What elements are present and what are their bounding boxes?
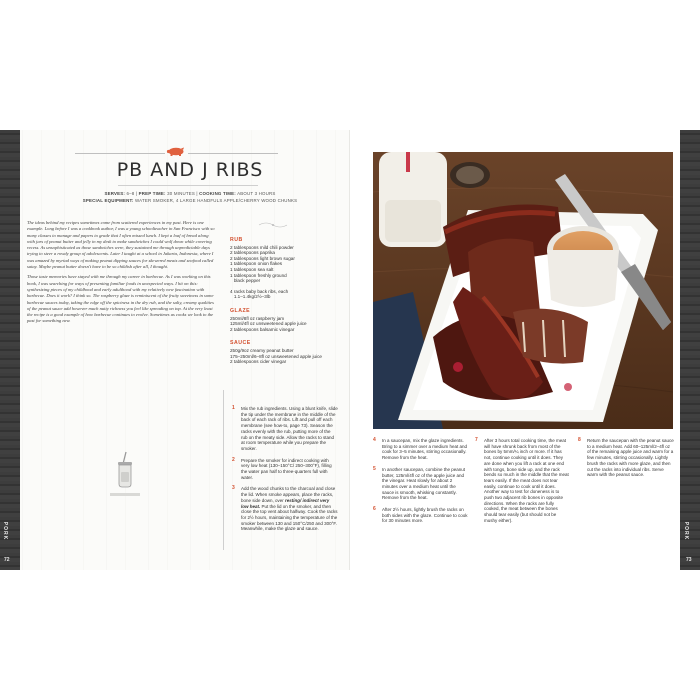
ingredient-item: 2 tablespoons mild chili powder [230,244,294,250]
ingredient-heading: GLAZE [230,307,251,314]
step-number: 7 [475,437,478,443]
ingredient-item: 125ml/4fl oz unsweetened apple juice [230,321,307,327]
ingredient-item: 175–250ml/6–8fl oz unsweetened apple juice [230,353,322,359]
method-step [475,438,570,524]
equipment-value: WATER SMOKER, 4 LARGE HANDFULS APPLE/CHERRY WOOD CHUNKS [134,197,298,203]
step-text: Mix the rub ingredients. Using a blunt knife, slide the tip under the membrane in the middle of the back of each rack of ribs. Lift and pull off each membrane (see how-to, page 73). Season the racks evenly with the rub, putting more of the rub on the meaty side. Allow the racks to stand at room temperature while you prepare the smoker. [241,406,338,451]
method-step [373,467,468,501]
ingredient-heading: SAUCE [230,340,251,347]
method-steps-col1 [373,438,468,530]
ingredient-item: 1 tablespoon sea salt [230,266,274,272]
step-text: Prepare the smoker for indirect cooking with very low heat (130–150°C/ 250–300°F), filling the water pan half to three-quarters full with water. [241,457,332,480]
method-step [373,438,468,461]
ribs-photo-illustration [373,152,673,429]
step-number: 5 [373,465,376,472]
left-edge-tab [0,130,20,570]
method-step [232,406,338,452]
title-rule-left [75,153,165,154]
cookbook-spread [0,130,700,570]
title-rule-right [188,153,278,154]
cooking-value: ABOUT 3 HOURS [237,191,276,196]
prep-value: 30 MINUTES [167,191,195,196]
right-page [350,130,700,570]
column-divider [223,390,224,550]
ingredient-item: 2 tablespoons balsamic vinegar [230,326,295,332]
step-text: Return the saucepan with the peanut sauce to a medium heat. Add 60–125ml/2–4fl oz of the remaining apple juice and warm for a few minutes, stirring occasionally. Lightly brush the racks with more glaze, and then cut the racks into individual ribs. Serve warm with the peanut sauce. [587,438,674,478]
step-text: Add the wood chunks to the charcoal and close the lid. When smoke appears, place the racks, bone side down, over [241,486,336,503]
left-page [0,130,350,570]
ingredient-heading: RUB [230,237,243,243]
step-text: After 2½ hours, lightly brush the racks on both sides with the glaze. Continue to cook for 30 minutes more. [382,507,468,524]
method-step [232,458,338,481]
step-number: 4 [373,437,376,443]
right-edge-tab [680,130,700,570]
ingredient-item: 2 tablespoons light brown sugar [230,255,295,261]
ingredient-item: 2 tablespoons paprika [230,250,275,256]
step-number: 1 [232,405,235,411]
recipe-title: PB AND J RIBS [116,159,264,181]
flourish-icon [258,221,288,229]
ingredients-list [230,238,340,365]
step-emphasis: resting/ indirect very low heat. [241,497,330,509]
method-step [373,507,468,524]
ingredient-item: 250ml/8fl oz raspberry jam [230,315,285,321]
recipe-meta: SERVES: 6–8 | PREP TIME: 30 MINUTES | COOKING TIME: ABOUT 3 HOURS SPECIAL EQUIPMENT: WATER SMOKER, 4 LARGE HANDFULS APPLE/CHERRY WOOD CHUNKS [82,191,298,203]
ribs-photo [373,152,673,429]
step-number: 2 [232,456,235,463]
left-tab-label: PORK [2,521,9,541]
serves-label: SERVES: [104,191,126,196]
ingredient-item: 1 tablespoon onion flakes [230,261,283,267]
step-text: After 3 hours total cooking time, the meat will have shrunk back from most of the bones by 5mm/¼ inch or more. If it has not, continue cooking until it does. They are done when you lift a rack at one end with tongs, bone side up, and the rack bends so much in the middle that the meat tears easily. If the meat does not tear easily, continue to cook until it does. Another way to test for doneness is to push two adjacent rib bones in opposite directions. When the racks are fully cooked, the meat between the bones should tear easily (but should not be mushy either). [484,438,569,523]
method-steps-col2 [475,438,570,530]
method-steps-col3 [578,438,675,484]
method-steps-left [232,406,338,538]
method-step [578,438,675,478]
intro-text [27,220,217,329]
equipment-label: SPECIAL EQUIPMENT: [82,197,134,203]
cooking-label: COOKING TIME: [199,191,236,196]
step-text: In another saucepan, combine the peanut butter, 125ml/4fl oz of the apple juice and the vinegar. Heat slowly for about 2 minutes over a medium heat until the sauce is smooth, whisking constantly. Remove from the heat. [382,466,466,501]
method-step [232,486,338,532]
right-tab-label: PORK [683,521,690,541]
milk-jar-icon [110,450,140,500]
pig-icon [166,146,186,156]
step-text: Put the lid on the smoker, and then close the top vent about halfway. Cook the racks for 2½ hours, maintaining the temperature of the smoker between 130 and 150°C/250 and 300°F. Meanwhile, make the glaze and sauce. [241,503,338,532]
intro-paragraph: Those taste memories have stayed with me through my career in barbecue. As I was working on this book, I was searching for ways of presenting familiar foods in unexpected ways. I hit on this: synthesizing pieces of my childhood and early adulthood with my relatively new fascination with barbecue. Does it work? I think so. The raspberry glaze is reminiscent of the fruity sweetness in some barbecue sauces today, taking the edge off the spiciness in the dry rub, and the salty, creamy qualities of the peanut sauce add however much nutty richness you feel like spreading on top. At the very least the recipe is a good example of how barbecue continues to evolve. Sometimes as cooks we look to the past for something new. [27,274,214,324]
right-page-number: 73 [686,557,692,563]
ingredient-item: 250g/9oz creamy peanut butter [230,347,294,353]
step-number: 6 [373,506,376,513]
ingredient-item: 1 tablespoon freshly ground black pepper [230,272,287,284]
step-number: 3 [232,485,235,492]
step-text: In a saucepan, mix the glaze ingredients. Bring to a simmer over a medium heat and cook for 3–5 minutes, stirring occasionally. Remove from the heat. [382,438,468,461]
ingredient-item: 2 tablespoons cider vinegar [230,359,287,365]
left-page-number: 72 [4,557,10,563]
serves-value: 6–8 [126,191,135,196]
step-number: 8 [578,437,581,443]
title-underline [118,185,258,186]
prep-label: PREP TIME: [138,191,166,196]
ingredient-item: 4 racks baby back ribs, each 1.1–1.4kg/2½–3lb [230,288,289,300]
intro-paragraph: The ideas behind my recipes sometimes come from scattered experiences in my past. Here is one example. Long before I was a cookbook author, I was a young schoolteacher in San Francisco with so many classes to manage and papers to grade that I often missed lunch. I kept a loaf of bread along with jars of peanut butter and jelly in my desk to make sandwiches I could wolf down while covering recess. As unsophisticated as those sandwiches were, they sustained me through unpredictable days trying to steer a rowdy group of adolescents. Later I taught at a school in Jakarta, Indonesia, where I was amazed by myriad ways of making peanut dipping sauces for skewered meats and seafood called satay. Maybe peanut butter doesn't have to be so childish after all, I thought. [27,220,215,270]
